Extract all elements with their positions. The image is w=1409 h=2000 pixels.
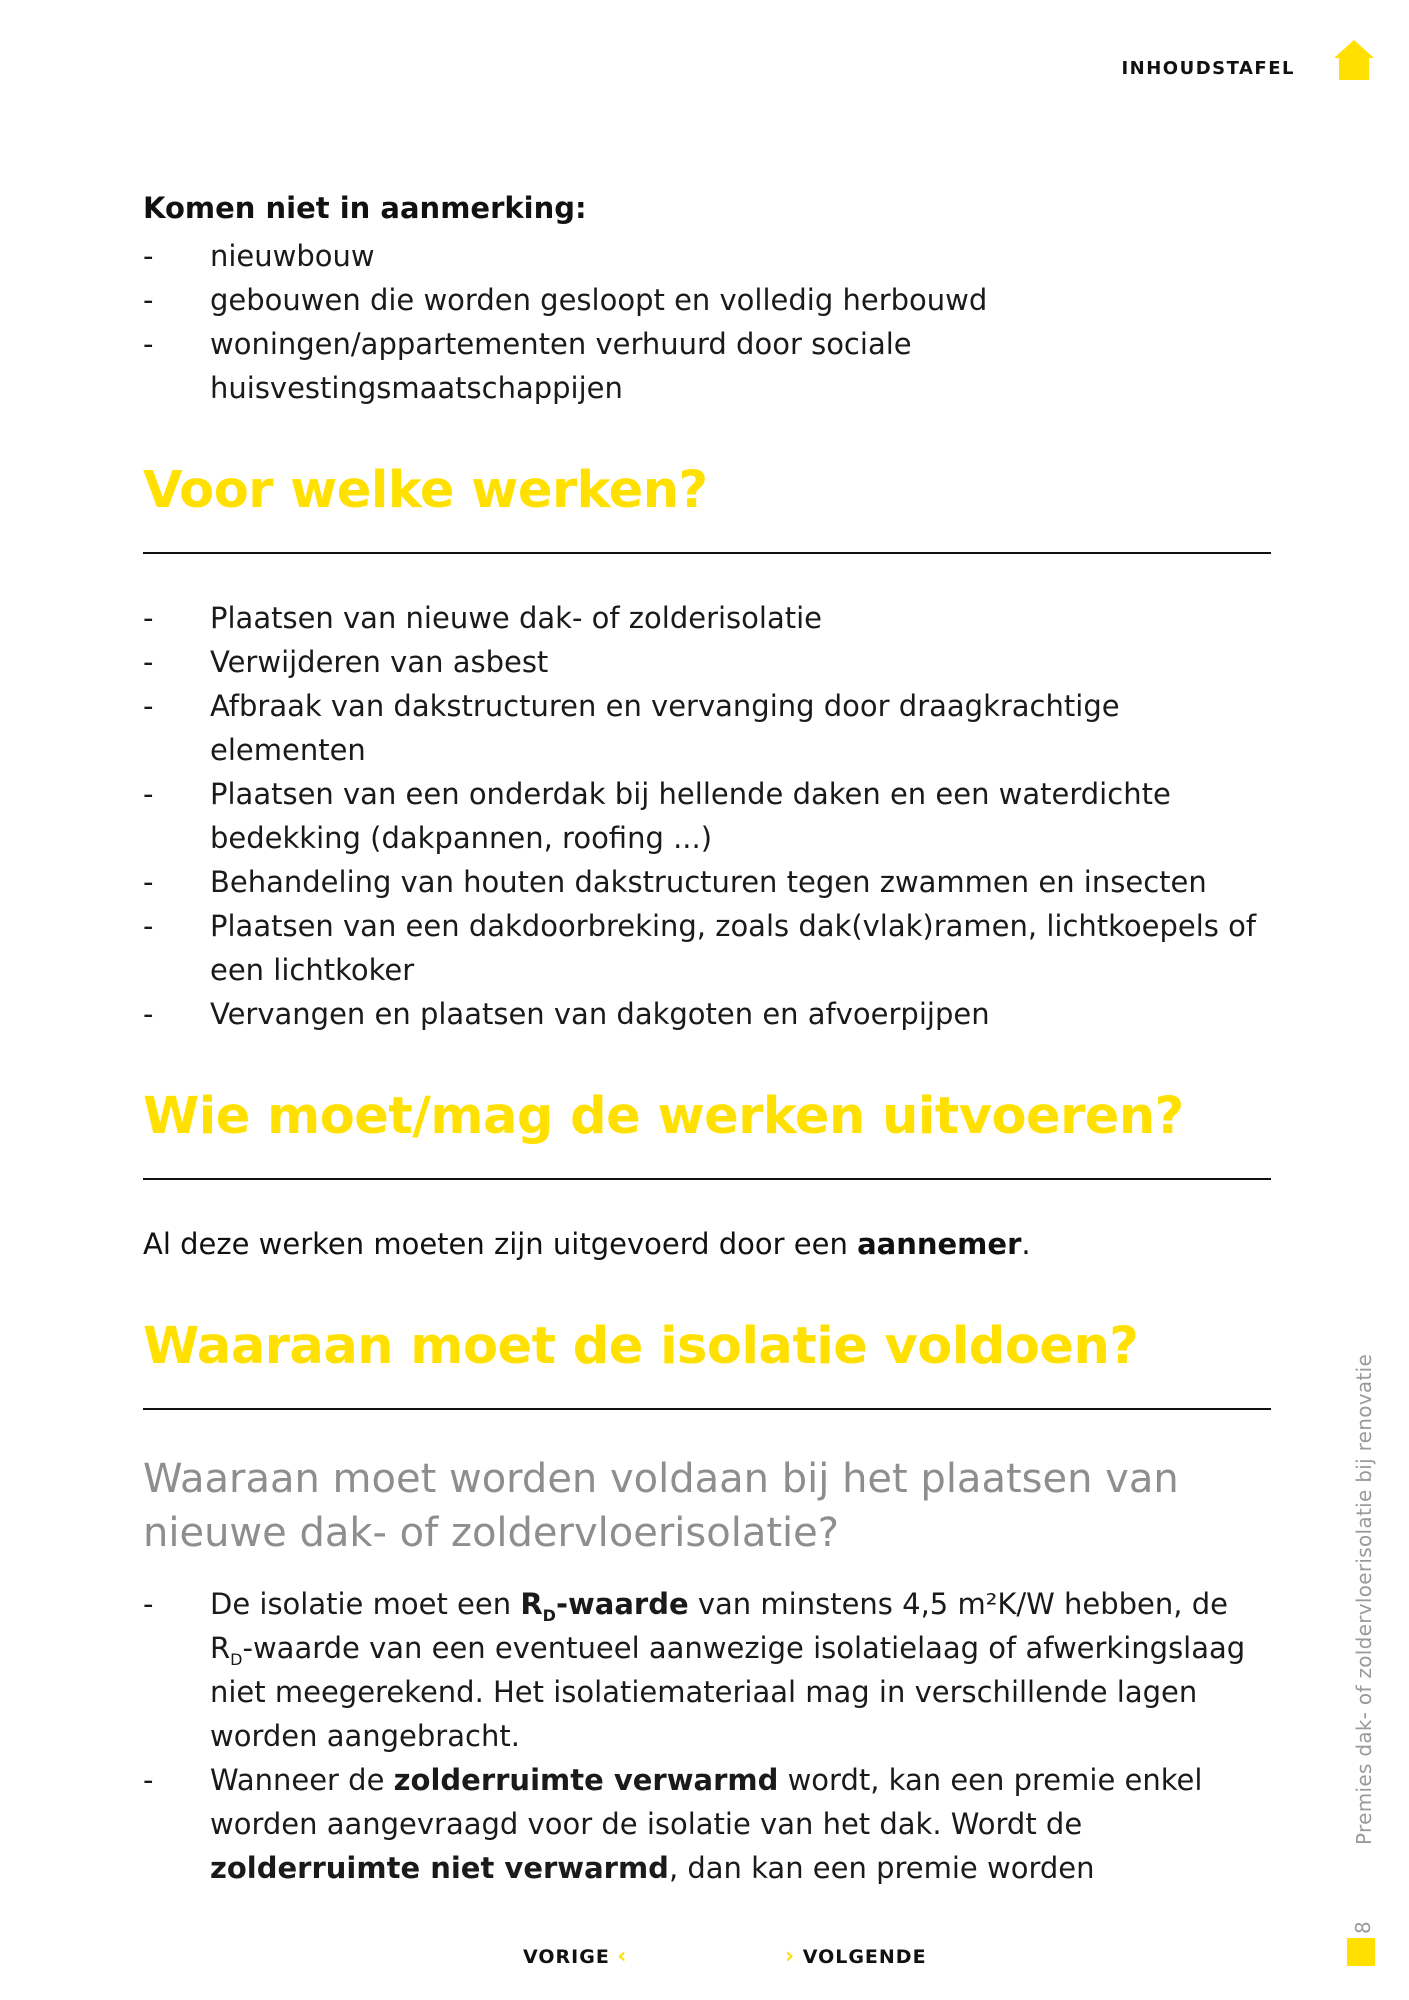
home-icon[interactable]: [1332, 38, 1376, 82]
page-content: [143, 186, 1273, 1890]
who-section: [143, 1086, 1273, 1266]
excluded-title: Komen niet in aanmerking:: [143, 191, 587, 225]
list-item: - gebouwen die worden gesloopt en volledig herbouwd: [143, 283, 988, 317]
list-item: - Plaatsen van een dakdoorbreking, zoals dak(vlak)ramen, lichtkoepels of een lichtkoker: [143, 909, 1257, 987]
section-heading: Wie moet/mag de werken uitvoeren?: [143, 1087, 1184, 1146]
list-item: - De isolatie moet een $R_D$-waarde van minstens 4,5 m²K/W hebben, de $R_D$-waarde van een eventueel aanwezige isolatielaag of afwerkingslaag niet meegerekend. Het isolatiemateriaal mag in verschillende lagen worden aangebracht.: [143, 1587, 1246, 1753]
list-item: - Wanneer de zolderruimte verwarmd wordt, kan een premie enkel worden aangevraagd voor de isolatie van het dak. Wordt de zolderruimte niet verwarmd, dan kan een premie worden: [143, 1763, 1203, 1885]
list-item: - woningen/appartementen verhuurd door sociale huisvestingsmaatschappijen: [143, 327, 912, 405]
excluded-list: [143, 234, 1273, 410]
requirements-list: [143, 1582, 1273, 1890]
chevron-left-icon: ‹: [617, 1944, 628, 1969]
divider: [143, 1178, 1271, 1180]
chevron-right-icon: ›: [785, 1944, 796, 1969]
list-item: - Plaatsen van nieuwe dak- of zolderisolatie: [143, 601, 823, 635]
works-list: [143, 596, 1273, 1036]
who-text: Al deze werken moeten zijn uitgevoerd door een aannemer.: [143, 1227, 1031, 1261]
works-section: [143, 460, 1273, 1036]
section-lead: Waaraan moet worden voldaan bij het plaatsen van nieuwe dak- of zoldervloerisolatie?: [143, 1456, 1179, 1556]
divider: [143, 1408, 1271, 1410]
list-item: - Behandeling van houten dakstructuren tegen zwammen en insecten: [143, 865, 1207, 899]
list-item: - Vervangen en plaatsen van dakgoten en afvoerpijpen: [143, 997, 990, 1031]
previous-button[interactable]: VORIGE ‹: [523, 1944, 628, 1969]
requirements-section: [143, 1316, 1273, 1890]
page-marker: [1347, 1938, 1375, 1966]
list-item: - Afbraak van dakstructuren en vervanging door draagkrachtige elementen: [143, 689, 1120, 767]
list-item: - Plaatsen van een onderdak bij hellende daken en een waterdichte bedekking (dakpannen, roofing ...): [143, 777, 1171, 855]
page-number: 8: [1351, 1921, 1375, 1934]
section-heading: Waaraan moet de isolatie voldoen?: [143, 1317, 1139, 1376]
section-heading: Voor welke werken?: [143, 461, 708, 520]
next-button[interactable]: › VOLGENDE: [785, 1944, 927, 1969]
divider: [143, 552, 1271, 554]
list-item: - nieuwbouw: [143, 239, 375, 273]
toc-link[interactable]: INHOUDSTAFEL: [1121, 58, 1295, 79]
list-item: - Verwijderen van asbest: [143, 645, 549, 679]
side-label: Premies dak- of zoldervloerisolatie bij renovatie: [1352, 1353, 1376, 1845]
